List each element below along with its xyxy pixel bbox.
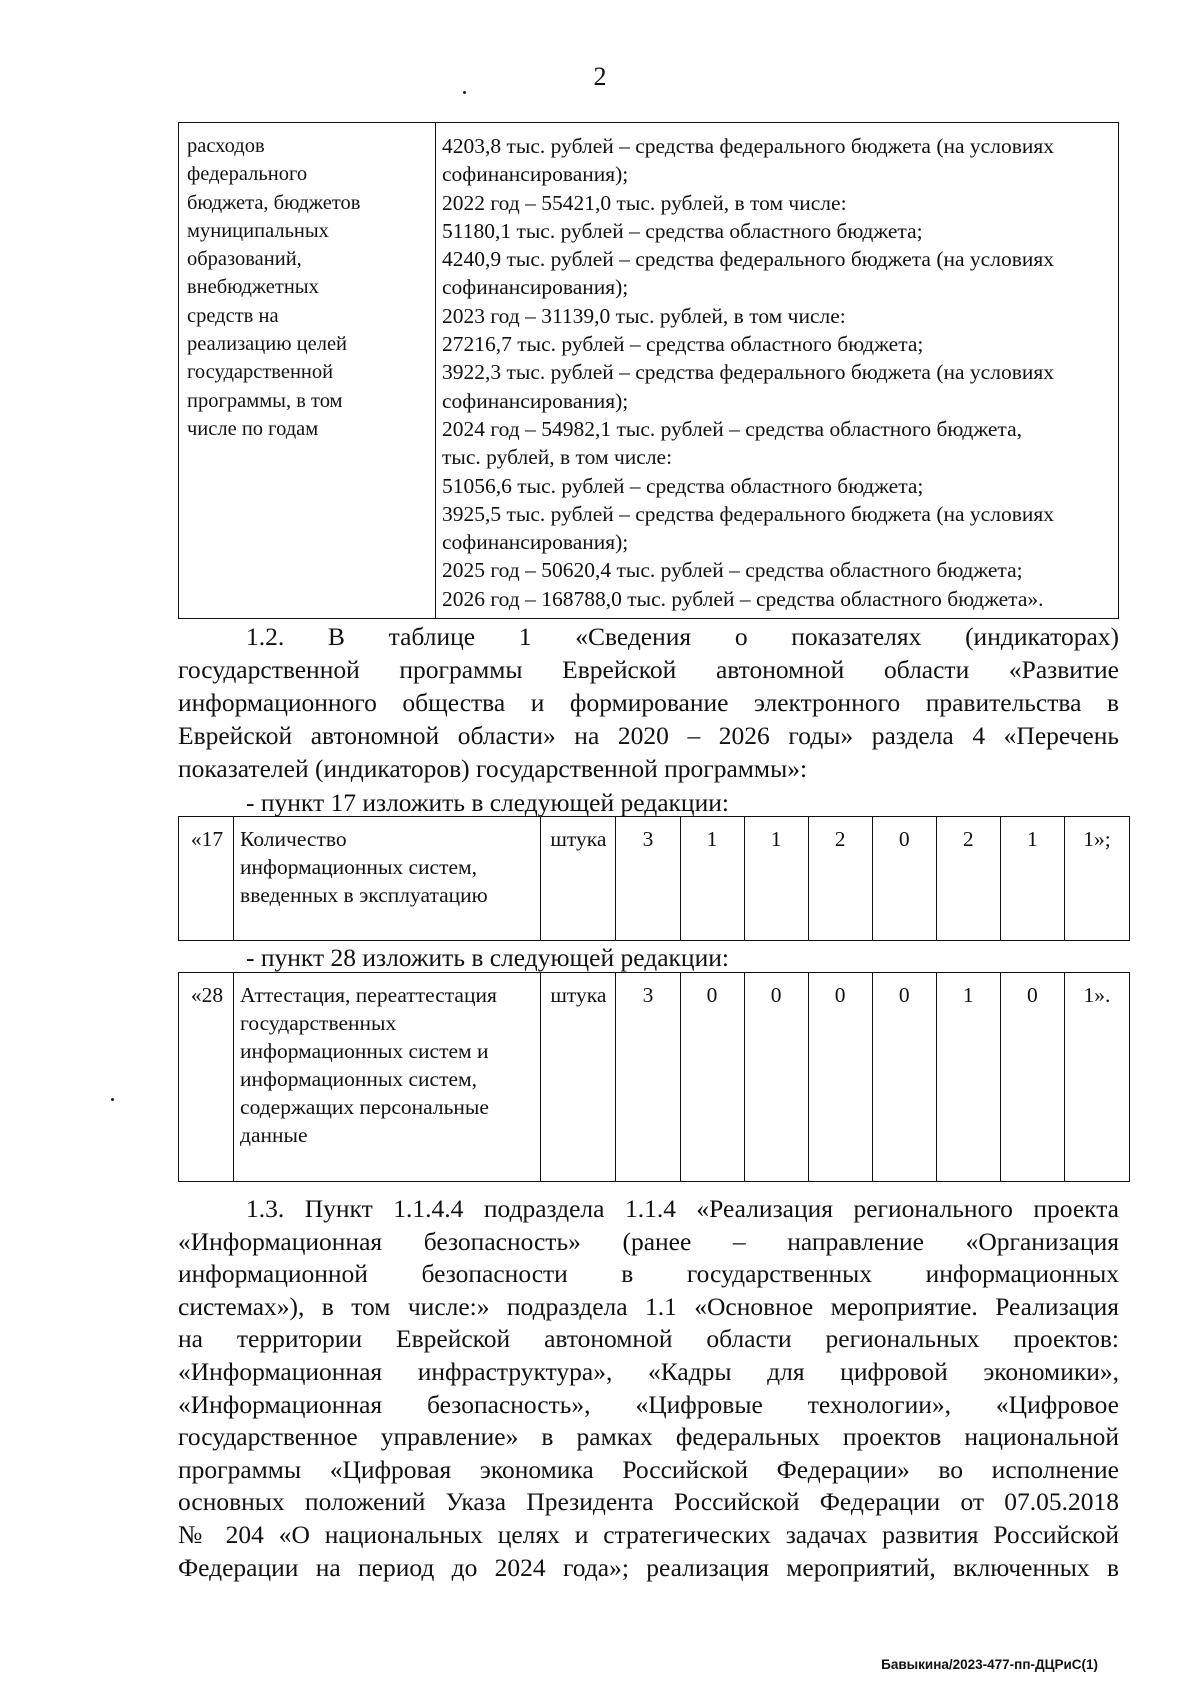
budget-label-line: внебюджетных [187,276,319,299]
value-cell: 0 [872,817,936,941]
budget-values-cell [436,123,1119,619]
indicator-name [234,817,541,941]
budget-value-line: 4203,8 тыс. рублей – средства федерального бюджета (на условиях [442,134,1055,158]
indicator-name-line: государственных [240,1011,397,1035]
page-number: 2 [593,62,607,91]
instruction-item-28: - пункт 28 изложить в следующей редакции: [246,943,729,972]
paragraph-line: на территории Еврейской автономной области региональных проектов: [178,1324,1119,1354]
table-row [179,817,1130,941]
value-cell: 2 [936,817,1000,941]
budget-value-line: 2022 год – 55421,0 тыс. рублей, в том числе: [442,190,847,215]
value-cell: 0 [872,973,936,1182]
budget-value-line: софинансирования); [442,388,629,413]
document-code: Бавыкина/2023-477-пп-ДЦРиС(1) [881,1657,1098,1672]
budget-value-line: 2025 год – 50620,4 тыс. рублей – средства областного бюджета; [442,558,1023,583]
value-cell: 0 [1000,973,1064,1182]
indicator-name-line: Количество [240,827,347,851]
budget-table [178,122,1119,619]
value-cell: 3 [616,973,680,1182]
paragraph-line: Федерации на период до 2024 года»; реализация мероприятий, включенных в [178,1552,1119,1582]
instruction-item-17: - пункт 17 изложить в следующей редакции: [246,788,729,817]
paragraph-line: программы «Цифровая экономика Российской Федерации» во исполнение [178,1454,1119,1484]
indicator-name-line: Аттестация, переаттестация [240,983,497,1007]
unit-cell: штука [541,973,616,1182]
row-number: «17 [179,817,234,941]
value-cell: 1 [680,817,744,941]
value-cell: 1»; [1064,817,1129,941]
paragraph-line: «Информационная безопасность» (ранее – направление «Организация [178,1226,1119,1256]
value-cell: 1». [1064,973,1129,1182]
budget-value-line: софинансирования); [442,162,629,187]
value-cell: 1 [936,973,1000,1182]
paragraph-line: государственное управление» в рамках федеральных проектов национальной [178,1422,1119,1452]
scan-speck [463,91,466,94]
budget-label-line: образований, [187,248,302,271]
indicator-name-line: содержащих персональные [240,1095,489,1119]
value-cell: 2 [808,817,872,941]
paragraph-1-3 [178,1193,1119,1584]
paragraph-line: 1.2. В таблице 1 «Сведения о показателях (индикаторах) [246,622,1119,651]
indicator-table-17 [178,816,1130,941]
value-cell: 0 [680,973,744,1182]
indicator-name-line: информационных систем и [240,1039,489,1063]
budget-label-line: реализацию целей [187,333,348,356]
paragraph-line: 1.3. Пункт 1.1.4.4 подраздела 1.1.4 «Реализация регионального проекта [246,1194,1119,1223]
budget-value-line: софинансирования); [442,275,629,300]
table-row [179,973,1130,1182]
paragraph-line: системах»), в том числе:» подраздела 1.1 «Основное мероприятие. Реализация [178,1291,1119,1321]
value-cell: 1 [744,817,808,941]
budget-value-line: 2024 год – 54982,1 тыс. рублей – средства областного бюджета, [442,416,1023,441]
indicator-name-line: информационных систем, [240,1067,478,1091]
budget-label-line: средств на [187,304,279,327]
budget-label-line: федерального [187,163,308,186]
paragraph-line: информационной безопасности в государственных информационных [178,1259,1119,1289]
value-cell: 1 [1000,817,1064,941]
indicator-name-line: информационных систем, [240,855,478,879]
budget-label-line: числе по годам [187,417,319,440]
budget-value-line: тыс. рублей, в том числе: [442,445,673,470]
budget-label-line: государственной [187,361,334,384]
budget-value-line: 51056,6 тыс. рублей – средства областного бюджета; [442,473,924,498]
paragraph-line: Еврейской автономной области» на 2020 – 2026 годы» раздела 4 «Перечень [178,721,1119,750]
budget-value-line: 4240,9 тыс. рублей – средства федерального бюджета (на условиях [442,247,1055,272]
scan-speck [111,1098,114,1101]
indicator-name [234,973,541,1182]
budget-label-cell [179,123,436,619]
paragraph-line: «Информационная инфраструктура», «Кадры для цифровой экономики», [178,1356,1119,1386]
paragraph-1-2 [178,620,1119,785]
indicator-table-28 [178,972,1130,1182]
paragraph-line: «Информационная безопасность», «Цифровые технологии», «Цифровое [178,1389,1119,1419]
value-cell: 0 [744,973,808,1182]
budget-label-line: расходов [187,135,265,157]
paragraph-line: государственной программы Еврейской автономной области «Развитие [178,655,1119,684]
paragraph-line: № 204 «О национальных целях и стратегических задачах развития Российской [178,1519,1119,1549]
row-number: «28 [179,973,234,1182]
value-cell: 0 [808,973,872,1182]
budget-label-line: бюджета, бюджетов [187,191,361,214]
paragraph-line: показателей (индикаторов) государственной программы»: [178,754,808,783]
indicator-name-line: введенных в эксплуатацию [240,883,488,907]
value-cell: 3 [616,817,680,941]
budget-label-line: программы, в том [187,389,343,412]
budget-value-line: софинансирования); [442,530,629,555]
paragraph-line: основных положений Указа Президента Российской Федерации от 07.05.2018 [178,1487,1119,1517]
paragraph-line: информационного общества и формирование электронного правительства в [178,688,1119,717]
budget-value-line: 51180,1 тыс. рублей – средства областного бюджета; [442,218,923,243]
budget-value-line: 3925,5 тыс. рублей – средства федерального бюджета (на условиях [442,501,1055,526]
indicator-name-line: данные [240,1123,308,1147]
budget-value-line: 27216,7 тыс. рублей – средства областного бюджета; [442,332,924,357]
budget-label-line: муниципальных [187,219,329,242]
budget-value-line: 2023 год – 31139,0 тыс. рублей, в том числе: [442,303,846,328]
budget-value-line: 2026 год – 168788,0 тыс. рублей – средства областного бюджета». [442,586,1044,611]
unit-cell: штука [541,817,616,941]
budget-value-line: 3922,3 тыс. рублей – средства федерального бюджета (на условиях [442,360,1055,385]
